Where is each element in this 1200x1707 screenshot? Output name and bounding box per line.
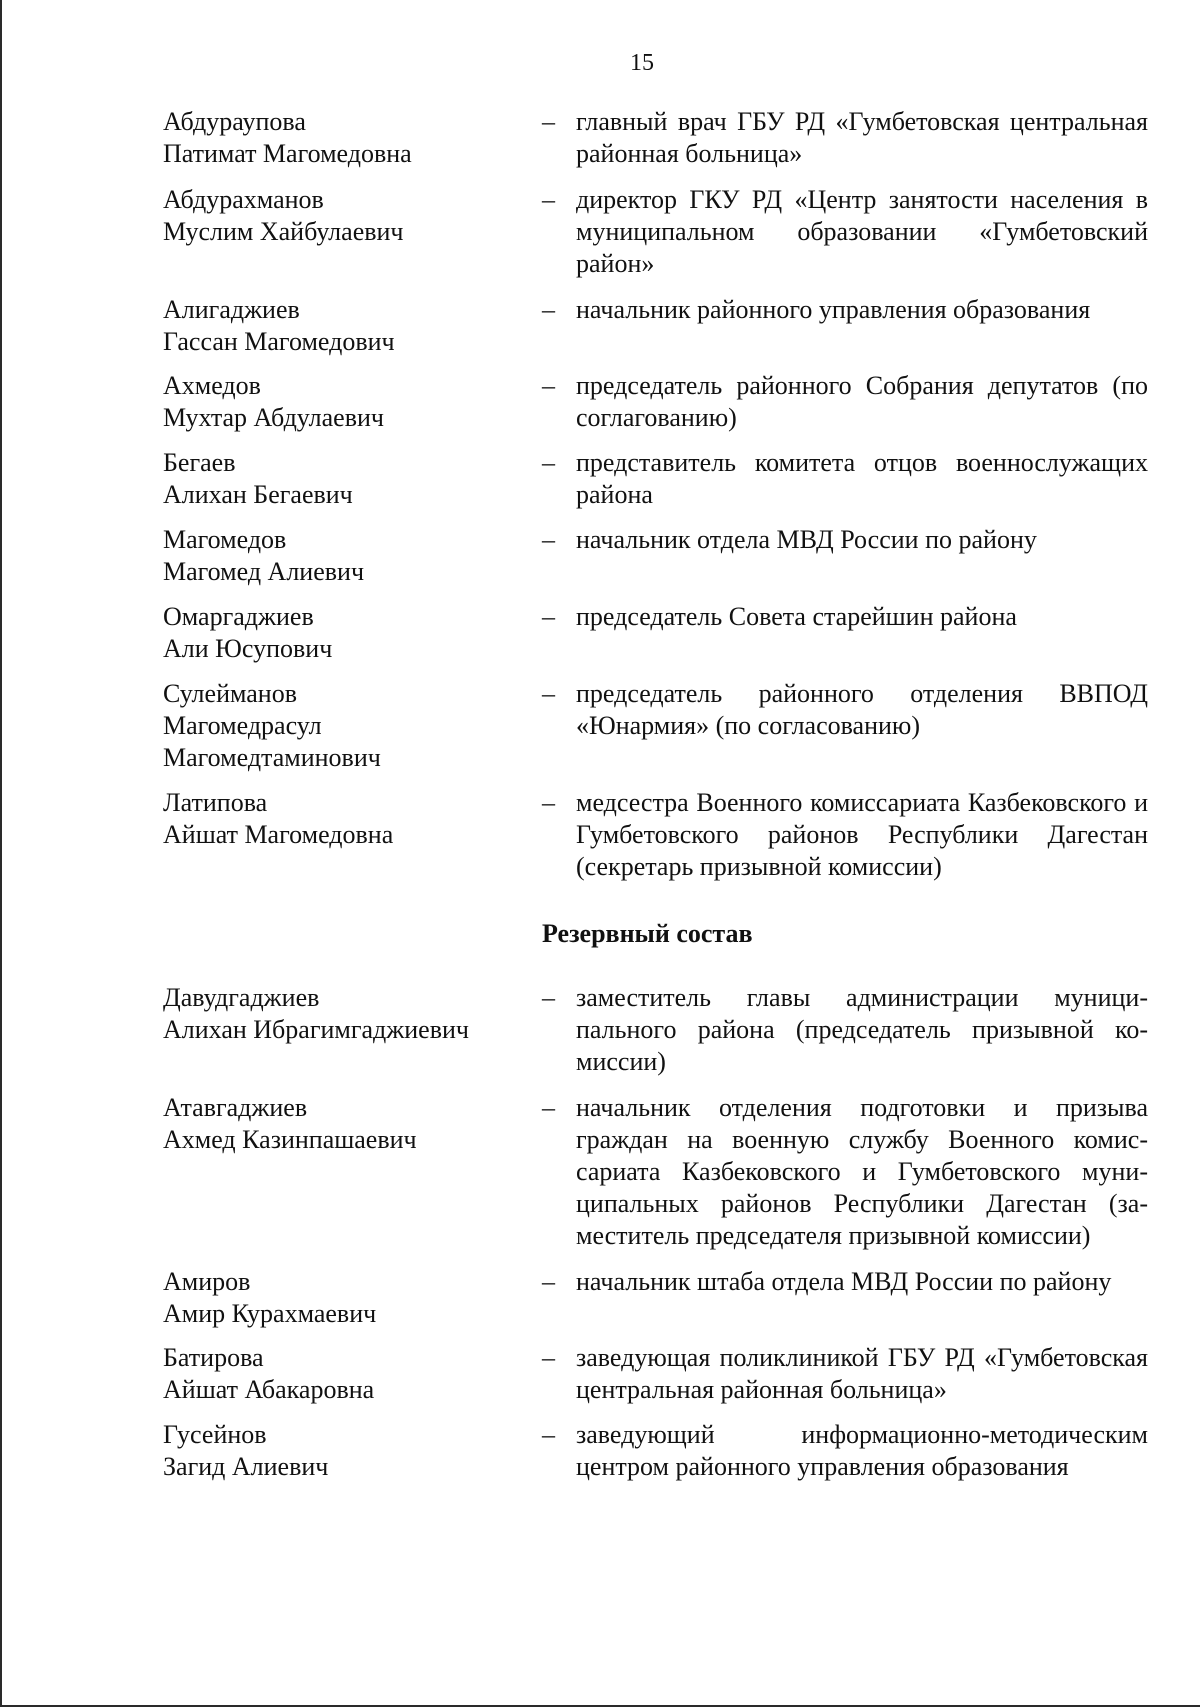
member-given-names: Гассан Магомедович — [163, 327, 395, 356]
member-surname: Ахмедов — [163, 371, 261, 400]
member-role: председатель Совета старейшин района — [576, 602, 1017, 631]
member-role: заведующая поликлиникой ГБУ РД «Гумбетовская центральная районная больница» — [576, 1343, 1148, 1404]
member-given-names: Муслим Хайбулаевич — [163, 217, 404, 246]
reserve-section-heading: Резервный состав — [542, 919, 753, 948]
member-surname: Атавгаджиев — [163, 1093, 308, 1122]
member-given-names: Магомед Алиевич — [163, 557, 365, 586]
member-role: начальник отделения подготовки и призыва граждан на военную службу Военного комиссариата Казбековского и Гумбетовского муниципальных районов Республики Дагестан (заместитель председателя призывной комиссии) — [576, 1093, 1148, 1250]
page-number: 15 — [630, 50, 654, 76]
member-role: представитель комитета отцов военнослужащих района — [576, 448, 1148, 509]
entry-dash: – — [542, 1093, 555, 1122]
member-name — [163, 370, 523, 434]
member-role: главный врач ГБУ РД «Гумбетовская центральная районная больница» — [576, 107, 1148, 168]
member-name — [163, 678, 523, 774]
member-name — [163, 106, 523, 170]
member-given-names: Али Юсупович — [163, 634, 333, 663]
member-given-names: Патимат Магомедовна — [163, 139, 412, 168]
member-role: медсестра Военного комиссариата Казбековского и Гумбетовского районов Республики Дагестан (секретарь призывной комиссии) — [576, 788, 1148, 881]
member-name — [163, 1092, 523, 1156]
member-given-names: Алихан Бегаевич — [163, 480, 353, 509]
member-surname: Сулейманов — [163, 679, 297, 708]
member-surname: Абдурахманов — [163, 185, 324, 214]
member-surname: Абдураупова — [163, 107, 306, 136]
entry-dash: – — [542, 1343, 555, 1372]
member-surname: Бегаев — [163, 448, 236, 477]
entry-dash: – — [542, 679, 555, 708]
entry-dash: – — [542, 107, 555, 136]
member-given-names: Айшат Магомедовна — [163, 820, 394, 849]
member-name — [163, 1342, 523, 1406]
entry-dash: – — [542, 1267, 555, 1296]
member-surname: Гусейнов — [163, 1420, 267, 1449]
member-surname: Алигаджиев — [163, 295, 300, 324]
member-role: директор ГКУ РД «Центр занятости населения в муниципальном образовании «Гумбетовский район» — [576, 185, 1148, 278]
entry-dash: – — [542, 788, 555, 817]
member-name — [163, 1266, 523, 1330]
member-given-names: Амир Курахмаевич — [163, 1299, 377, 1328]
member-surname: Латипова — [163, 788, 268, 817]
entry-dash: – — [542, 185, 555, 214]
entry-dash: – — [542, 448, 555, 477]
member-surname: Батирова — [163, 1343, 264, 1372]
member-surname: Давудгаджиев — [163, 983, 320, 1012]
entry-dash: – — [542, 602, 555, 631]
member-given-names: Алихан Ибрагимгаджиевич — [163, 1015, 469, 1044]
member-surname: Магомедов — [163, 525, 287, 554]
member-name — [163, 447, 523, 511]
member-name — [163, 524, 523, 588]
member-role: начальник районного управления образования — [576, 295, 1091, 324]
member-name — [163, 982, 523, 1046]
entry-dash: – — [542, 1420, 555, 1449]
member-name — [163, 1419, 523, 1483]
member-name — [163, 184, 523, 248]
member-surname: Омаргаджиев — [163, 602, 314, 631]
entry-dash: – — [542, 525, 555, 554]
member-given-names: Мухтар Абдулаевич — [163, 403, 384, 432]
member-given-names: Айшат Абакаровна — [163, 1375, 375, 1404]
member-patronymic: Магомедтаминович — [163, 743, 381, 772]
member-role: начальник штаба отдела МВД России по району — [576, 1267, 1112, 1296]
member-name — [163, 787, 523, 851]
member-name — [163, 601, 523, 665]
entry-dash: – — [542, 295, 555, 324]
member-name — [163, 294, 523, 358]
member-role: начальник отдела МВД России по району — [576, 525, 1037, 554]
member-role: председатель районного Собрания депутатов (по соглагованию) — [576, 371, 1148, 432]
member-given-names: Загид Алиевич — [163, 1452, 329, 1481]
member-role: председатель районного отделения ВВПОД «Юнармия» (по согласованию) — [576, 679, 1148, 740]
entry-dash: – — [542, 371, 555, 400]
member-given-names: Магомедрасул — [163, 711, 322, 740]
entry-dash: – — [542, 983, 555, 1012]
member-role: заместитель главы администрации муниципального района (председатель призывной комиссии) — [576, 983, 1148, 1076]
member-surname: Амиров — [163, 1267, 251, 1296]
member-given-names: Ахмед Казинпашаевич — [163, 1125, 417, 1154]
member-role: заведующий информационно-методическим центром районного управления образования — [576, 1420, 1148, 1481]
